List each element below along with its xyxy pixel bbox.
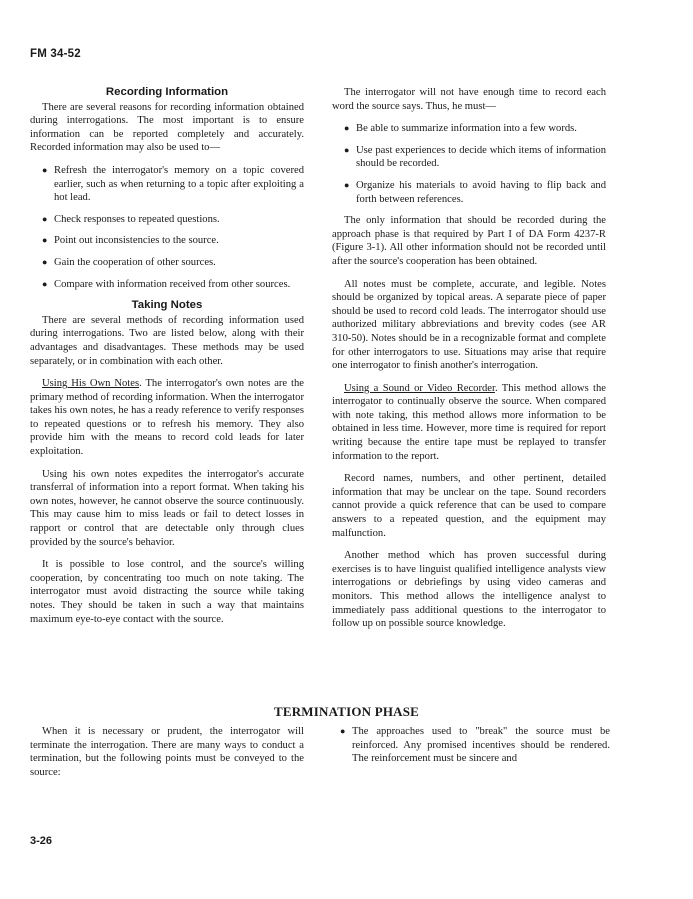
bullet-icon: ● (42, 164, 48, 175)
own-notes-paragraph: Using His Own Notes. The interrogator's own notes are the primary method of recording information. When the interrogator takes his own notes, he has a ready reference to verify responses to repeated questions or to refresh his memory. They also provide him with the means to record cold leads for later exploitation. (30, 378, 304, 458)
bullet-icon: ● (42, 278, 48, 289)
list-item: ● Compare with information received from other sources. (42, 278, 291, 290)
termination-bullet-list (332, 725, 610, 766)
taking-notes-intro-paragraph: There are several methods of recording information used during interrogations. Two are listed below, along with their advantages and disadvantages. These methods may be used separately, or in combination with each other. (30, 314, 304, 367)
recording-intro-paragraph: There are several reasons for recording information obtained during interrogations. The most important is to ensure information can be reported completely and accurately. Recorded information may also be used to— (30, 101, 304, 154)
list-item: ● Organize his materials to avoid having to flip back and forth between references. (344, 179, 606, 205)
notes-requirements-paragraph: All notes must be complete, accurate, and legible. Notes should be organized by topical areas. A separate piece of paper should be used to record cold leads. The interrogator should use authorized military abbreviations and brevity codes (see AR 310-50). Notes should be in a recognizable format and complete for other interrogators to use. Situations may arise that require one interrogator to finish another's interrogation. (332, 278, 606, 372)
list-item: ● The approaches used to "break" the source must be reinforced. Any promised incentives should be rendered. The reinforcement must be sincere and (340, 726, 610, 765)
bullet-icon: ● (344, 123, 350, 134)
lose-control-paragraph: It is possible to lose control, and the source's willing cooperation, by concentrating too much on note taking. The interrogator must avoid distracting the source while taking notes. They should be taken in such a way that maintains maximum eye-to-eye contact with the source. (30, 559, 304, 625)
right-column (332, 86, 606, 640)
section-title-termination-phase: TERMINATION PHASE (273, 704, 420, 719)
bullet-icon: ● (42, 213, 48, 224)
list-item: ● Refresh the interrogator's memory on a topic covered earlier, such as when returning to a topic after exploiting a hot lead. (42, 164, 304, 204)
bullet-icon: ● (340, 726, 346, 736)
section-title-taking-notes: Taking Notes (131, 299, 203, 312)
bullet-icon: ● (42, 235, 48, 246)
section-title-recording-information: Recording Information (105, 86, 229, 98)
approach-phase-paragraph: The only information that should be recorded during the approach phase is that required by Part I of DA Form 4237-R (Figure 3-1). All other information should not be recorded until after the source's cooperation has been obtained. (332, 215, 606, 267)
record-names-paragraph: Record names, numbers, and other pertinent, detailed information that may be unclear on the tape. Sound recorders cannot provide a quick reference that can be used to compare answers to a repeated question, and the equipment may malfunction. (332, 473, 606, 539)
document-id: FM 34-52 (30, 48, 81, 60)
list-item: ● Point out inconsistencies to the source. (42, 235, 219, 247)
another-method-paragraph: Another method which has proven successful during exercises is to have linguist qualified intelligence analysts view interrogations or debriefings by using video cameras and monitors. This method allows the intelligence analyst to immediately pass additional questions to the interrogator to follow up on possible source knowledge. (332, 550, 606, 630)
bullet-icon: ● (344, 144, 350, 155)
recording-bullet-list (30, 164, 304, 291)
bullet-icon: ● (344, 179, 350, 190)
page-number: 3-26 (30, 835, 53, 847)
termination-right-column (332, 725, 610, 774)
termination-intro-paragraph: When it is necessary or prudent, the interrogator will terminate the interrogation. There are many ways to conduct a termination, but the following points must be conveyed to the source: (30, 726, 304, 778)
own-notes-run-in-heading: Using His Own Notes (42, 378, 140, 390)
list-item: ● Be able to summarize information into a few words. (344, 123, 577, 135)
recorder-run-in-heading: Using a Sound or Video Recorder (344, 382, 495, 394)
termination-left-column (30, 725, 304, 788)
recorder-paragraph: Using a Sound or Video Recorder. This method allows the interrogator to continually observe the source. When compared with note taking, this method allows more information to be obtained in less time. However, more time is required for report writing because the entire tape must be replayed to transfer information to the report. (332, 382, 606, 462)
bullet-icon: ● (42, 256, 48, 267)
left-column (30, 86, 304, 635)
list-item: ● Gain the cooperation of other sources. (42, 256, 216, 268)
expedites-paragraph: Using his own notes expedites the interrogator's accurate transferral of information into a report format. When taking his own notes, however, he cannot observe the source continuously. This may cause him to miss leads or fail to detect losses in rapport or control that are detectable only through clues provided by the source's behavior. (30, 468, 304, 548)
list-item: ● Use past experiences to decide which items of information should be recorded. (344, 144, 606, 170)
list-item: ● Check responses to repeated questions. (42, 213, 220, 225)
time-intro-paragraph: The interrogator will not have enough time to record each word the source says. Thus, he must— (332, 87, 606, 112)
interrogator-must-list (332, 122, 606, 206)
